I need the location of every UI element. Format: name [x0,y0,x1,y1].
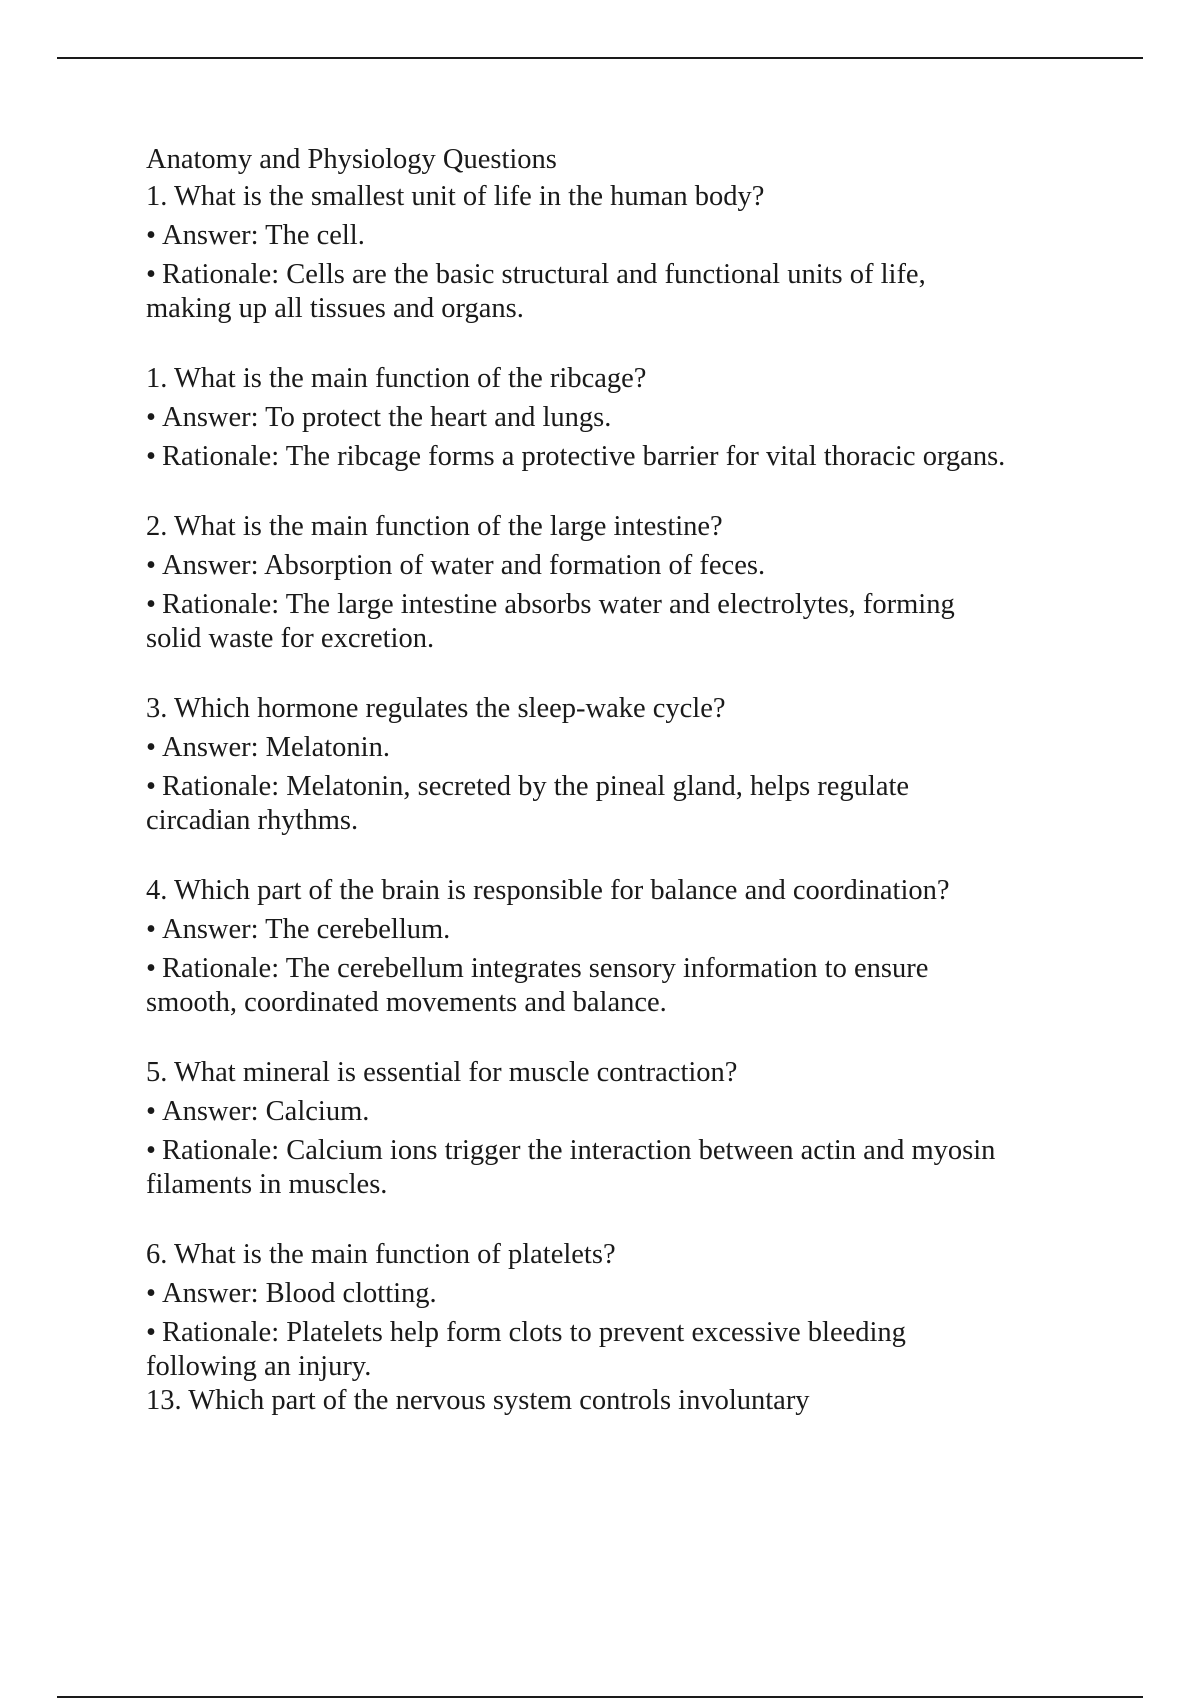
question-text: 1. What is the main function of the ribcage? [146,363,647,394]
question-text: 2. What is the main function of the large intestine? [146,511,723,542]
qa-item-1 [146,180,1006,326]
rationale-line [146,440,1006,474]
trailing-question-text: 13. Which part of the nervous system controls involuntary [146,1385,810,1416]
bullet-icon: • [146,953,156,984]
bullet-icon: • [146,259,156,290]
answer-text: Answer: Blood clotting. [161,1278,437,1309]
answer-text: Answer: Calcium. [161,1096,370,1127]
rationale-line [146,258,1006,326]
bullet-icon: • [146,441,156,472]
rationale-text: Rationale: The large intestine absorbs water and electrolytes, forming solid waste for excretion. [146,589,955,654]
bullet-icon: • [146,1135,156,1166]
qa-item-3 [146,510,1006,656]
rationale-line [146,770,1006,838]
answer-text: Answer: The cerebellum. [161,914,451,945]
qa-item-2 [146,362,1006,474]
bullet-icon: • [146,1096,156,1127]
bullet-icon: • [146,914,156,945]
bullet-icon: • [146,550,156,581]
bullet-icon: • [146,589,156,620]
bottom-rule [57,1696,1143,1698]
answer-text: Answer: Melatonin. [161,732,390,763]
top-rule [57,57,1143,59]
rationale-text: Rationale: Platelets help form clots to prevent excessive bleeding following an injury. [146,1317,906,1382]
rationale-line [146,952,1006,1020]
bullet-icon: • [146,771,156,802]
question-text: 5. What mineral is essential for muscle contraction? [146,1057,738,1088]
bullet-icon: • [146,1278,156,1309]
answer-line [146,1095,1006,1129]
bullet-icon: • [146,1317,156,1348]
document-body [146,143,1006,1423]
question-text: 4. Which part of the brain is responsible for balance and coordination? [146,875,950,906]
answer-line [146,731,1006,765]
answer-line [146,549,1006,583]
rationale-text: Rationale: Cells are the basic structural and functional units of life, making up all tissues and organs. [146,259,926,324]
rationale-text: Rationale: Calcium ions trigger the interaction between actin and myosin filaments in muscles. [146,1135,996,1200]
qa-item-4 [146,692,1006,838]
answer-text: Answer: The cell. [161,220,365,251]
answer-line [146,913,1006,947]
bullet-icon: • [146,732,156,763]
answer-line [146,219,1006,253]
rationale-text: Rationale: The ribcage forms a protective barrier for vital thoracic organs. [161,441,1006,472]
rationale-line [146,588,1006,656]
qa-item-5 [146,874,1006,1020]
answer-text: Answer: To protect the heart and lungs. [161,402,612,433]
qa-item-7 [146,1238,1006,1384]
question-text: 1. What is the smallest unit of life in the human body? [146,181,765,212]
bullet-icon: • [146,402,156,433]
document-title: Anatomy and Physiology Questions [146,144,557,175]
rationale-line [146,1316,1006,1384]
rationale-text: Rationale: The cerebellum integrates sensory information to ensure smooth, coordinated movements and balance. [146,953,929,1018]
bullet-icon: • [146,220,156,251]
rationale-line [146,1134,1006,1202]
answer-line [146,401,1006,435]
question-text: 6. What is the main function of platelets? [146,1239,616,1270]
question-text: 3. Which hormone regulates the sleep-wake cycle? [146,693,726,724]
answer-line [146,1277,1006,1311]
rationale-text: Rationale: Melatonin, secreted by the pineal gland, helps regulate circadian rhythms. [146,771,910,836]
answer-text: Answer: Absorption of water and formation of feces. [161,550,766,581]
qa-item-6 [146,1056,1006,1202]
